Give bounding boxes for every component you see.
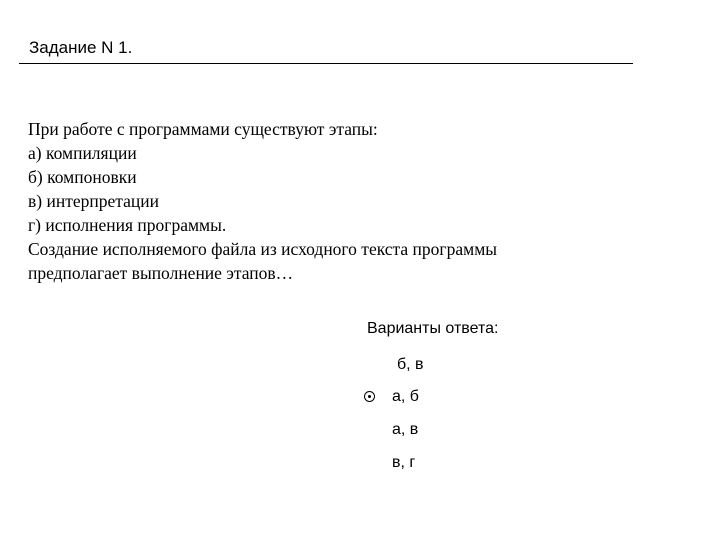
question-line: а) компиляции xyxy=(28,143,137,163)
answer-option-label: а, б xyxy=(392,388,419,405)
answer-option-1[interactable] xyxy=(360,354,500,378)
title-divider xyxy=(19,63,633,64)
answer-option-2[interactable] xyxy=(360,386,500,410)
question-line: в) интерпретации xyxy=(28,191,159,211)
answer-option-label: а, в xyxy=(392,421,419,438)
answer-option-label: в, г xyxy=(392,454,416,471)
question-line: Создание исполняемого файла из исходного текста программы xyxy=(28,239,498,259)
task-title: Задание N 1. xyxy=(29,38,133,57)
answer-option-4[interactable] xyxy=(360,452,500,476)
selected-radio-icon[interactable] xyxy=(364,391,375,402)
answer-option-label: б, в xyxy=(397,356,424,373)
question-line: г) исполнения программы. xyxy=(28,215,227,235)
answer-option-3[interactable] xyxy=(360,419,500,443)
question-line: предполагает выполнение этапов… xyxy=(28,263,294,283)
answers-heading: Варианты ответа: xyxy=(367,320,499,337)
question-line: б) компоновки xyxy=(28,167,137,187)
question-text xyxy=(28,117,628,285)
question-line: При работе с программами существуют этапы: xyxy=(28,119,378,139)
